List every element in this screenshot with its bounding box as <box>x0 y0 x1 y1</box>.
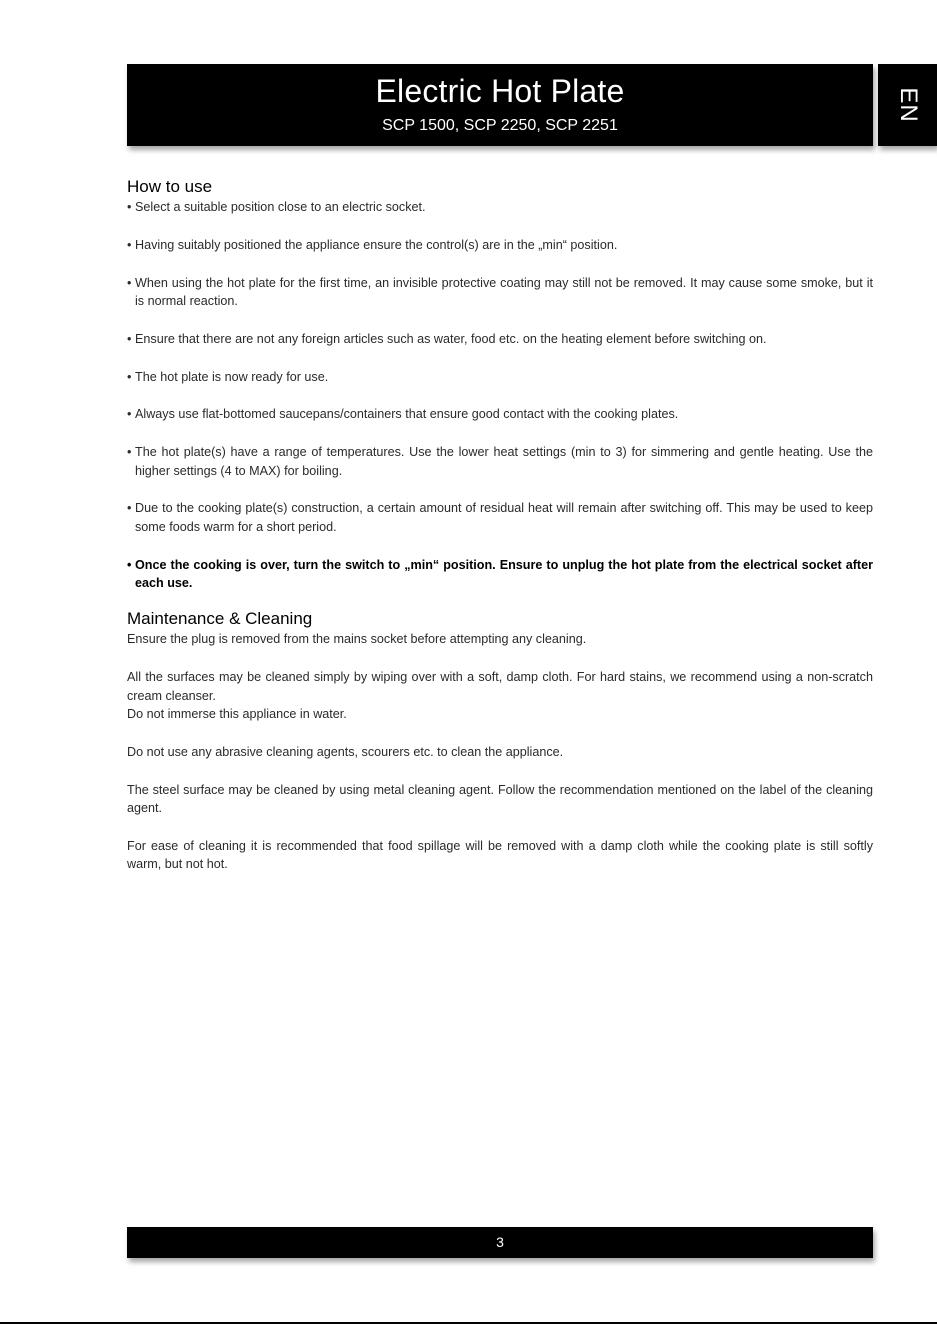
document-title: Electric Hot Plate <box>375 73 625 109</box>
how-to-use-list <box>127 198 873 592</box>
page-content <box>127 176 873 893</box>
model-numbers: SCP 1500, SCP 2250, SCP 2251 <box>382 117 618 134</box>
paragraph: The steel surface may be cleaned by using metal cleaning agent. Follow the recommendation mentioned on the label of the cleaning agent. <box>127 782 873 816</box>
list-item-warning: • Once the cooking is over, turn the switch to „min“ position. Ensure to unplug the hot plate from the electrical socket after each use. <box>127 556 873 593</box>
list-item: • Select a suitable position close to an electric socket. <box>127 198 873 216</box>
paragraph: All the surfaces may be cleaned simply by wiping over with a soft, damp cloth. For hard stains, we recommend using a non-scratch cream cleanser. <box>127 670 873 703</box>
list-item: • Due to the cooking plate(s) construction, a certain amount of residual heat will remain after switching off. This may be used to keep some foods warm for a short period. <box>127 499 873 536</box>
page-footer <box>127 1227 873 1258</box>
list-item: • Ensure that there are not any foreign articles such as water, food etc. on the heating element before switching on. <box>127 330 873 348</box>
list-item: • The hot plate(s) have a range of temperatures. Use the lower heat settings (min to 3) for simmering and gentle heating. Use the higher settings (4 to MAX) for boiling. <box>127 443 873 480</box>
language-tab <box>878 64 937 146</box>
paragraph: Do not immerse this appliance in water. <box>127 707 347 722</box>
section-heading-maintenance: Maintenance & Cleaning <box>127 609 313 629</box>
list-item: • When using the hot plate for the first time, an invisible protective coating may still not be removed. It may cause some smoke, but it is normal reaction. <box>127 274 873 311</box>
language-label: EN <box>894 87 922 123</box>
list-item: • Having suitably positioned the appliance ensure the control(s) are in the „min“ position. <box>127 236 873 254</box>
paragraph: Ensure the plug is removed from the mains socket before attempting any cleaning. <box>127 632 587 647</box>
list-item: • The hot plate is now ready for use. <box>127 368 873 386</box>
page-header <box>127 64 873 146</box>
section-heading-how-to-use: How to use <box>127 177 213 196</box>
paragraph: For ease of cleaning it is recommended that food spillage will be removed with a damp cloth while the cooking plate is still softly warm, but not hot. <box>127 838 873 872</box>
page-number: 3 <box>496 1234 504 1250</box>
list-item: • Always use flat-bottomed saucepans/containers that ensure good contact with the cooking plates. <box>127 405 873 423</box>
paragraph: Do not use any abrasive cleaning agents, scourers etc. to clean the appliance. <box>127 744 564 759</box>
